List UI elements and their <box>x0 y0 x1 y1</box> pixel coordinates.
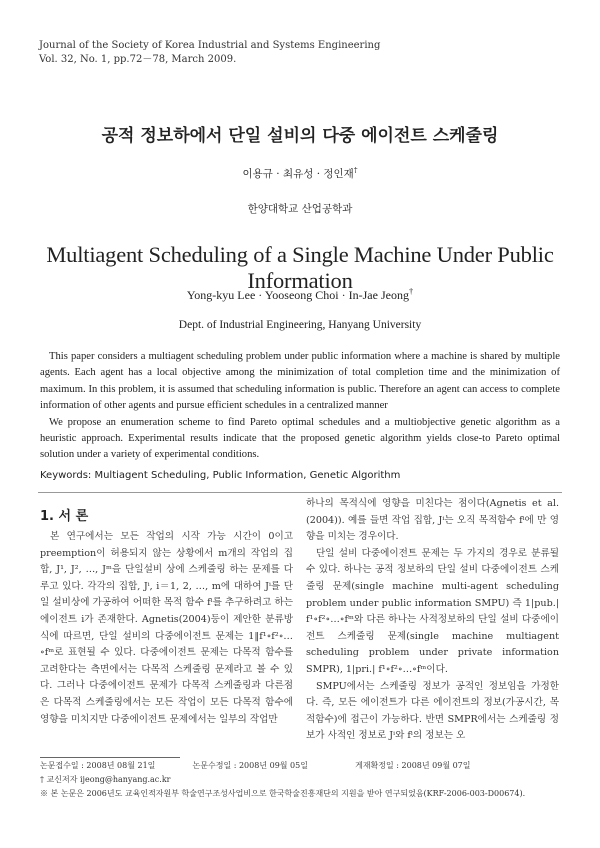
korean-affiliation: 한양대학교 산업공학과 <box>247 203 353 215</box>
journal-header <box>39 39 380 67</box>
journal-name: Journal of the Society of Korea Industrial and Systems Engineering <box>39 40 381 51</box>
keywords <box>40 470 400 481</box>
korean-authors <box>0 166 600 181</box>
body-paragraph: 본 연구에서는 모든 작업의 시작 가능 시간이 0이고 preemption이 허용되지 않는 상황에서 m개의 작업의 집합, J¹, J², …, Jᵐ을 단일설비 상에 스케줄링 하는 문제를 다루고 있다. 각각의 집합, Jⁱ, i＝1, 2, …, m에 대하여 Jⁱ를 단일 설비상에 가공하여 어떠한 목적 함수 fⁱ를 추구하려고 하는 에이전트 i가 존재한다. Agnetis(2004)등이 제안한 분류방식에 따르면, 단일 설비의 다중에이전트 문제는 1‖f¹∘f²∘…∘fᵐ로 표현될 수 있다. 다중에이전트 문제는 다목적 함수를 고려한다는 측면에서는 다목적 스케줄링 문제라고 볼 수 있다. 그러나 다중에이전트 문제가 다목적 스케줄링과 다른점은 다목적 스케줄링에서는 모든 작업이 모든 다목적 함수에 영향을 미치지만 다중에이전트 문제에서는 일부의 작업만 <box>40 531 293 725</box>
corresponding-author: † 교신저자 ijeong@hanyang.ac.kr <box>40 775 171 784</box>
abstract <box>40 349 560 464</box>
body-paragraph: 단일 설비 다중에이전트 문제는 두 가지의 경우로 분류될 수 있다. 하나는 공적 정보하의 단일 설비 다중에이전트 스케줄링 문제(single machine multi-agent scheduling problem under public information SMPU) 즉 1|pub.| f¹∘f²∘…∘fᵐ와 다른 하나는 사적정보하의 단일 설비 다중에이전트 스케줄링 문제(single machine multiagent scheduling problem under private information SMPR), 1|pri.| f¹∘f²∘…∘fᵐ이다. <box>306 547 559 675</box>
body-paragraph: 하나의 목적식에 영향을 미친다는 점이다(Agnetis et al.(2004)). 예를 들면 작업 집합, Jⁱ는 오직 목적함수 fⁱ에 만 영향을 미치는 경우이다. <box>306 498 559 543</box>
divider <box>38 492 562 493</box>
korean-authors-names: 이용규 · 최유성 · 정인재 <box>242 168 354 180</box>
body-left-column <box>40 529 293 728</box>
english-authors <box>0 288 600 303</box>
abstract-paragraph-2: We propose an enumeration scheme to find Pareto optimal schedules and a multiobjective genetic algorithm as a heuristic approach. Experimental results indicate that the proposed genetic algorithm yields close-to Pareto optimal solution under a variety of experimental conditions. <box>40 416 560 461</box>
accepted-date: 게재확정일 : 2008년 09월 07일 <box>355 761 471 770</box>
corresponding-mark-en: † <box>408 287 414 296</box>
revised-date: 논문수정일 : 2008년 09월 05일 <box>192 761 308 770</box>
received-date: 논문접수일 : 2008년 08월 21일 <box>40 761 156 770</box>
funding-note: ※ 본 논문은 2006년도 교육인적자원부 학술연구조성사업비으로 한국학술진흥재단의 지원을 받아 연구되었음(KRF-2006-003-D00674). <box>40 789 526 798</box>
abstract-paragraph-1: This paper considers a multiagent scheduling problem under public information where a machine is shared by multiple agents. Each agent has a local objective among the minimization of total completion time and the minimization of maximum. In this problem, it is assumed that scheduling information is public. Therefore an agent can access to complete information of other agents and pursue efficient schedules in a centralized manner <box>40 351 560 412</box>
footnote-divider <box>40 757 180 758</box>
korean-title: 공적 정보하에서 단일 설비의 다중 에이전트 스케줄링 <box>101 126 499 146</box>
submission-dates <box>40 760 471 772</box>
body-right-column <box>306 496 559 745</box>
english-authors-names: Yong-kyu Lee · Yooseong Choi · In-Jae Jeong <box>186 288 409 302</box>
corresponding-mark: † <box>353 165 358 175</box>
keywords-list: : Multiagent Scheduling, Public Information, Genetic Algorithm <box>87 470 401 481</box>
english-affiliation: Dept. of Industrial Engineering, Hanyang University <box>178 319 422 331</box>
keywords-label: Keywords <box>40 470 88 481</box>
section-heading: 1. 서 론 <box>40 509 89 524</box>
body-paragraph: SMPU에서는 스케줄링 정보가 공적인 정보임을 가정한다. 즉, 모든 에이전트가 다른 에이전트의 정보(가공시간, 목적함수)에 접근이 가능하다. 반면 SMPR에서는 스케줄링 정보가 사적인 정보로 Jⁱ와 fⁱ의 정보는 오 <box>306 680 559 742</box>
english-title: Multiagent Scheduling of a Single Machine Under Public Information <box>46 242 554 293</box>
journal-volume: Vol. 32, No. 1, pp.72－78, March 2009. <box>39 54 237 65</box>
